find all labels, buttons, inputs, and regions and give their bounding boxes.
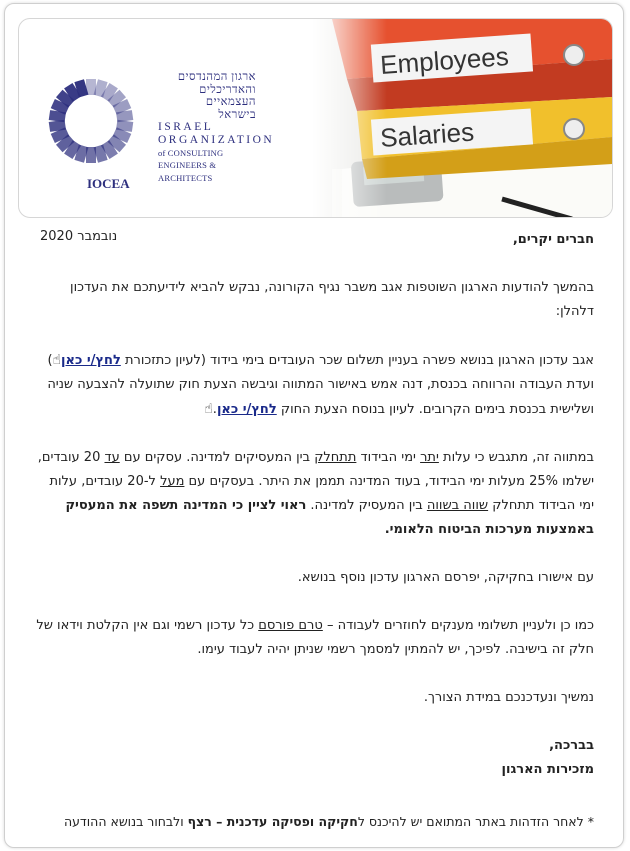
update-paragraph: אגב עדכון הארגון בנושא פשרה בעניין תשלום שכר העובדים בימי בידוד (לעיון כתזכורת לחץ/י כאן☝) ועדת העבודה והרווחה בכנסת, דנה אמש באישור המתווה וגיבשה הצעת חוק שתועלה להצבעה שניה ושלישית בכנסת בימים הקרובים. לעיון בנוסח הצעת החוק לחץ/י כאן.☝: [47, 352, 594, 417]
letter-date: נובמבר 2020: [40, 229, 118, 244]
reminder-link[interactable]: לחץ/י כאן: [61, 353, 121, 368]
signature: מזכירות הארגון: [501, 762, 594, 777]
hand-pointer-icon: ☝: [204, 401, 213, 417]
legislation-paragraph: עם אישורו בחקיקה, יפרסם הארגון עדכון נוסף בנושא.: [297, 570, 594, 585]
organization-logo: [41, 71, 275, 211]
footer-note: * לאחר הזדהות באתר המתואם יש להיכנס לחקיקה ופסיקה עדכנית – רצף ולבחור בנושא ההודעה: [63, 814, 594, 829]
signoff: בברכה,: [549, 738, 594, 753]
closing-paragraph: נמשיך ונעדכנכם במידת הצורך.: [423, 690, 594, 705]
hand-pointer-icon: ☝: [52, 352, 62, 368]
header-banner: [18, 18, 613, 218]
logo-acronym: IOCEA: [87, 176, 130, 191]
grants-paragraph: כמו כן ולעניין תשלומי מענקים לחוזרים לעבודה – טרם פורסם כל עדכון רשמי וגם אין הקלטת וידאו של חלק זה בישיבה. לפיכך, יש להמתין למסמך רשמי שניתן יהיה לעבוד עימו.: [36, 618, 594, 657]
logo-hebrew-name: ארגון המהנדסים והאדריכלים העצמאיים בישראל: [177, 71, 256, 121]
logo-ring-icon: [41, 71, 141, 171]
folders-photo: [312, 19, 612, 218]
logo-english-name: ISRAEL ORGANIZATION of CONSULTING ENGINEERS & ARCHITECTS: [158, 121, 275, 183]
letter-body: [34, 228, 594, 782]
bill-draft-link[interactable]: לחץ/י כאן: [216, 402, 277, 417]
greeting: חברים יקרים,: [512, 232, 594, 247]
intro-paragraph: בהמשך להודעות הארגון השוטפות אגב משבר נגיף הקורונה, נבקש להביא לידיעתכם את העדכון דלהלן:: [70, 280, 594, 319]
outline-paragraph: במתווה זה, מתגבש כי עלות יתר ימי הבידוד תתחלק בין המעסיקים למדינה. עסקים עם עד 20 עובדים, ישלמו 25% מעלות ימי הבידוד, בעוד המדינה תממן את היתר. בעסקים עם מעל ל-20 עובדים, עלות ימי הבידוד תתחלק שווה בשווה בין המעסיק למדינה. ראוי לציין כי המדינה תשפה את המעסיק באמצעות מערכות הביטוח הלאומי.: [37, 450, 594, 537]
